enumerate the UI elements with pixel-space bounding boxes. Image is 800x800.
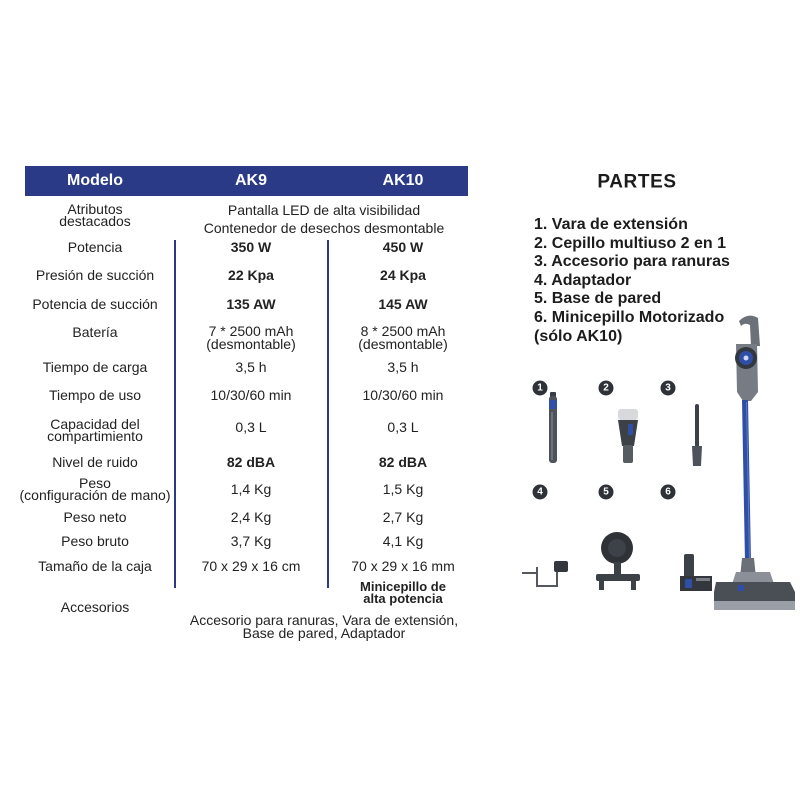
value-line: 8 * 2500 mAh <box>360 322 446 339</box>
tamano-caja-label: Tamaño de la caja <box>38 558 152 574</box>
header-model-label: Modelo <box>67 172 123 189</box>
parts-list-note: (sólo AK10) <box>534 328 623 345</box>
tiempo-carga-ak9-value: 3,5 h <box>235 359 267 375</box>
presion-succion-ak10-value: 24 Kpa <box>380 267 426 283</box>
value-line: Minicepillo de <box>360 579 446 594</box>
crevice-tool-image <box>692 404 702 466</box>
vacuum-cleaner-image <box>714 316 795 610</box>
part-number-badge <box>661 381 676 396</box>
value-line: Contenedor de desechos desmontable <box>203 220 445 236</box>
label-line: compartimiento <box>47 428 143 444</box>
value-line: alta potencia <box>363 591 443 606</box>
parts-title: PARTES <box>597 171 677 193</box>
tamano-caja-ak10-value: 70 x 29 x 16 mm <box>351 558 455 574</box>
atributos-shared-value <box>204 201 445 237</box>
header-ak10: AK10 <box>382 172 424 189</box>
peso-bruto-label: Peso bruto <box>61 533 129 549</box>
nivel-ruido-ak9-value: 82 dBA <box>226 454 276 470</box>
potencia-succion-ak10-value: 145 AW <box>378 296 428 312</box>
value-line: Base de pared, Adaptador <box>242 624 406 641</box>
label-line: Capacidad del <box>50 416 140 432</box>
accesorios-ak10-value <box>360 581 446 605</box>
value-line: Accesorio para ranuras, Vara de extensión, <box>189 611 459 628</box>
parts-list-item: 3. Accesorio para ranuras <box>534 253 730 270</box>
potencia-label: Potencia <box>67 239 123 255</box>
mini-brush-image <box>680 554 712 591</box>
tiempo-carga-ak10-value: 3,5 h <box>387 359 419 375</box>
badge-number: 4 <box>537 486 543 498</box>
nivel-ruido-label: Nivel de ruido <box>52 454 138 470</box>
label-line: destacados <box>59 213 131 229</box>
label-line: Peso <box>79 475 111 491</box>
badge-number: 1 <box>537 382 543 394</box>
parts-list-item: 5. Base de pared <box>534 290 662 307</box>
peso-neto-ak9-value: 2,4 Kg <box>230 509 272 525</box>
header-ak9: AK9 <box>234 172 268 189</box>
presion-succion-label: Presión de succión <box>35 267 155 283</box>
parts-list-item: 6. Minicepillo Motorizado <box>534 309 725 326</box>
value-line: Pantalla LED de alta visibilidad <box>227 202 421 218</box>
potencia-succion-ak9-value: 135 AW <box>226 296 276 312</box>
part-number-badge <box>533 485 548 500</box>
peso-bruto-ak9-value: 3,7 Kg <box>230 533 272 549</box>
potencia-ak10-value: 450 W <box>382 239 424 255</box>
tamano-caja-ak9-value: 70 x 29 x 16 cm <box>201 558 301 574</box>
tiempo-uso-ak9-value: 10/30/60 min <box>210 387 292 403</box>
extension-wand-image <box>549 392 557 463</box>
badge-number: 6 <box>665 486 671 498</box>
nivel-ruido-ak10-value: 82 dBA <box>378 454 428 470</box>
multi-brush-image <box>618 409 638 463</box>
value-line: (desmontable) <box>206 335 296 352</box>
capacidad-label <box>47 418 143 442</box>
parts-list-item: 4. Adaptador <box>534 272 632 289</box>
accesorios-shared-value <box>189 611 459 641</box>
label-line: Atributos <box>67 201 123 217</box>
parts-illustrations <box>500 300 800 630</box>
part-number-badge <box>533 381 548 396</box>
peso-mano-ak10-value: 1,5 Kg <box>382 481 424 497</box>
potencia-ak9-value: 350 W <box>230 239 272 255</box>
accesorios-label: Accesorios <box>60 599 130 615</box>
potencia-succion-label: Potencia de succión <box>32 296 158 312</box>
peso-neto-label: Peso neto <box>63 509 127 525</box>
value-line: 7 * 2500 mAh <box>208 322 294 339</box>
label-line: (configuración de mano) <box>19 487 171 503</box>
part-number-badge <box>599 485 614 500</box>
peso-neto-ak10-value: 2,7 Kg <box>382 509 424 525</box>
bateria-ak10-value <box>358 322 448 352</box>
capacidad-ak10-value: 0,3 L <box>387 419 419 435</box>
peso-bruto-ak10-value: 4,1 Kg <box>382 533 424 549</box>
bateria-ak9-value <box>206 322 296 352</box>
peso-mano-label <box>20 477 171 501</box>
part-number-badge <box>599 381 614 396</box>
column-divider-ak10 <box>327 240 329 588</box>
parts-list-item: 2. Cepillo multiuso 2 en 1 <box>534 235 727 252</box>
parts-list-item: 1. Vara de extensión <box>534 216 688 233</box>
badge-number: 5 <box>603 486 609 498</box>
value-line: (desmontable) <box>358 335 448 352</box>
column-divider-ak9 <box>174 240 176 588</box>
bateria-label: Batería <box>72 324 118 340</box>
presion-succion-ak9-value: 22 Kpa <box>228 267 274 283</box>
tiempo-uso-ak10-value: 10/30/60 min <box>362 387 444 403</box>
peso-mano-ak9-value: 1,4 Kg <box>230 481 272 497</box>
tiempo-carga-label: Tiempo de carga <box>42 359 148 375</box>
capacidad-ak9-value: 0,3 L <box>235 419 267 435</box>
part-number-badge <box>661 485 676 500</box>
badge-number: 2 <box>603 382 609 394</box>
wall-base-image <box>596 532 640 590</box>
adapter-image <box>522 561 568 586</box>
atributos-label <box>59 203 131 227</box>
badge-number: 3 <box>665 382 671 394</box>
tiempo-uso-label: Tiempo de uso <box>48 387 142 403</box>
